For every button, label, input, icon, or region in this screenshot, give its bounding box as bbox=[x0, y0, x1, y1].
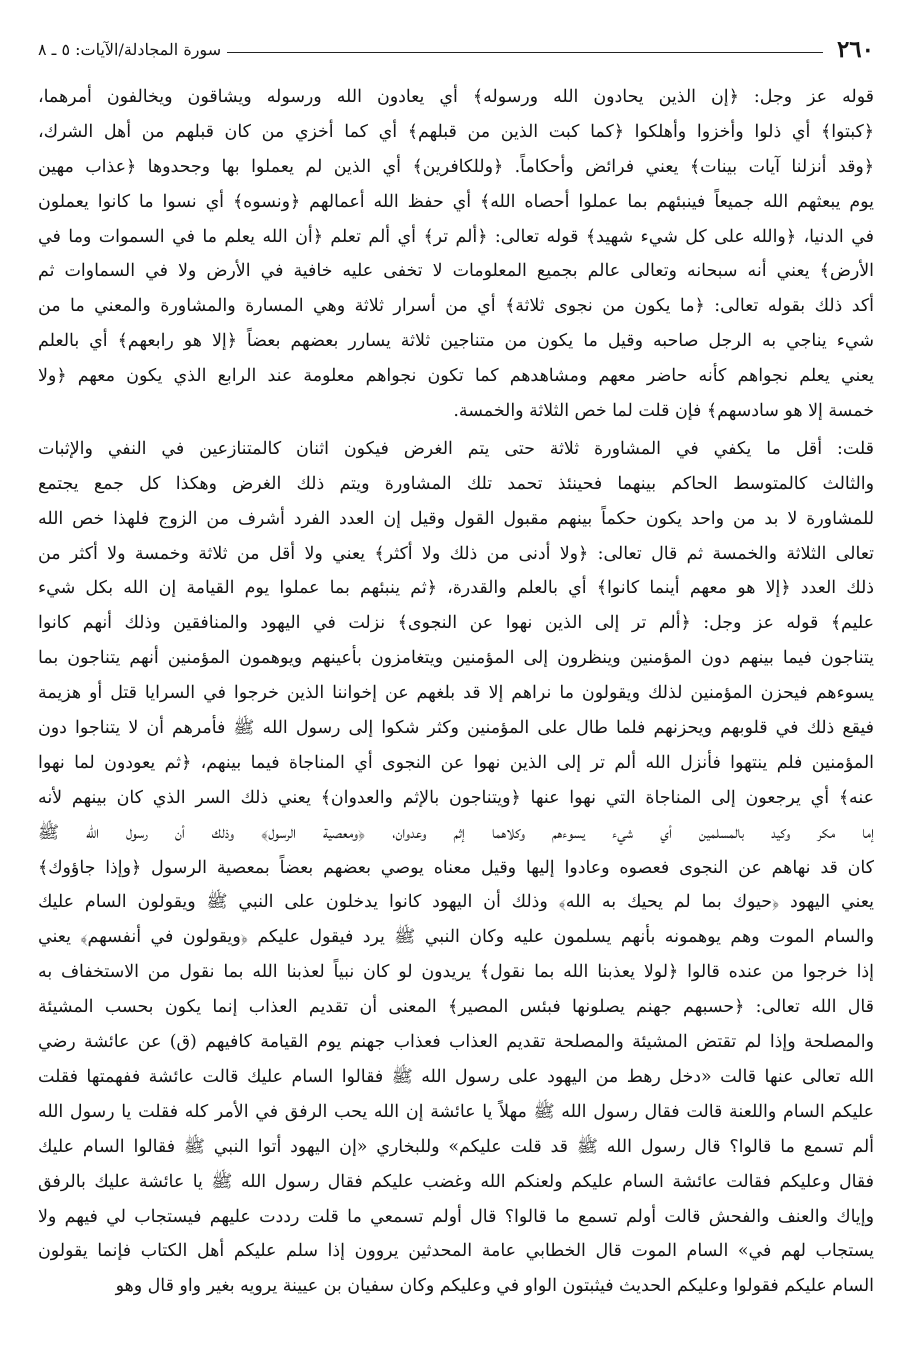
page-body bbox=[38, 80, 874, 1304]
paragraph bbox=[38, 432, 874, 1304]
text-line: المؤمنين فلم ينتهوا فأنزل الله ألم تر إلى الذين نهوا عن النجوى أي المناجاة فيما بينهم، ﴿ثم يعودون لما نهوا bbox=[38, 752, 874, 773]
text-line: قال الله تعالى: ﴿حسبهم جهنم يصلونها فبئس المصير﴾ المعنى أن تقديم العذاب إنما يكون بحسب المشيئة bbox=[38, 997, 874, 1018]
text-line: قوله عز وجل: ﴿إن الذين يحادون الله ورسوله﴾ أي يعادون الله ورسوله ويشاقون ويخالفون أمرهما، bbox=[38, 87, 874, 107]
text-line: تعالى الثلاثة والخمسة ثم قال تعالى: ﴿ولا أدنى من ذلك ولا أكثر﴾ يعني ولا أقل من ثلاثة وخمسة ولا أكثر من bbox=[38, 543, 874, 564]
text-line: في الدنيا، ﴿والله على كل شيء شهيد﴾ قوله تعالى: ﴿ألم تر﴾ أي ألم تعلم ﴿أن الله يعلم ما في السموات وما في bbox=[38, 226, 874, 247]
text-line: فقال وعليكم فقالت عائشة السام عليكم ولعنكم الله وغضب عليكم فقال رسول الله ﷺ يا عائشة عليك بالرفق bbox=[38, 1171, 874, 1192]
text-line: الله تعالى عنها قالت «دخل رهط من اليهود على رسول الله ﷺ فقالوا السام عليك قالت عائشة ففهمتها فقلت bbox=[38, 1066, 874, 1087]
text-line: يسوءهم فيحزن المؤمنين لذلك ويقولون ما نراهم إلا قد بلغهم عن إخواننا الذين خرجوا في السرايا قتل أو هزيمة bbox=[38, 683, 874, 704]
page-header bbox=[38, 32, 874, 66]
text-line: والسام الموت وهم يوهمونه بأنهم يسلمون عليه وكان النبي ﷺ يرد فيقول عليكم ﴿ويقولون في أنفسهم﴾ يعني bbox=[38, 927, 874, 948]
text-line: يعني اليهود ﴿حيوك بما لم يحيك به الله﴾ وذلك أن اليهود كانوا يدخلون على النبي ﷺ ويقولون السام عليك bbox=[38, 892, 874, 913]
text-line: أكد ذلك بقوله تعالى: ﴿ما يكون من نجوى ثلاثة﴾ أي من أسرار ثلاثة وهي المسارة والمشاورة والمعني ما من bbox=[38, 296, 874, 317]
text-line: يستجاب لهم في» السام الموت قال الخطابي عامة المحدثين يروون إذا سلم عليكم أهل الكتاب فإنما يقولون bbox=[38, 1241, 874, 1262]
text-line: عليم﴾ قوله عز وجل: ﴿ألم تر إلى الذين نهوا عن النجوى﴾ نزلت في اليهود والمنافقين وذلك أنهم كانوا bbox=[38, 613, 874, 634]
text-line: عليكم السام واللعنة قالت فقال رسول الله ﷺ مهلاً يا عائشة إن الله يحب الرفق في الأمر كله فقلت يا رسول الله bbox=[38, 1101, 874, 1122]
text-line: قلت: أقل ما يكفي في المشاورة ثلاثة حتى يتم الغرض فيكون اثنان كالمتنازعين في النفي والإثبات bbox=[38, 438, 874, 459]
paragraph bbox=[38, 80, 874, 429]
text-line: السام عليكم فقولوا وعليكم الحديث فيثبتون الواو في وعليكم وكان سفيان بن عيينة يرويه بغير واو قال وهو bbox=[115, 1276, 874, 1297]
text-line: الأرض﴾ يعني أنه سبحانه وتعالى عالم بجميع المعلومات لا تخفى عليه خافية في الأرض ولا في السماوات ثم bbox=[38, 261, 874, 282]
text-line: يعني يعلم نجواهم كأنه حاضر معهم ومشاهدهم كما تكون نجواهم معلومة عند الرابع الذي يكون معهم ﴿ولا bbox=[38, 366, 874, 387]
text-line: كان قد نهاهم عن النجوى فعصوه وعادوا إليها وقيل معناه يوصي بعضهم بعضاً بمعصية الرسول ﴿وإذا جاؤوك﴾ bbox=[38, 857, 874, 878]
text-line: ذلك العدد ﴿إلا هو معهم أينما كانوا﴾ أي بالعلم والقدرة، ﴿ثم ينبئهم بما عملوا يوم القيامة إن الله بكل شيء bbox=[38, 578, 874, 599]
text-line: والمصلحة وإذا لم تقتض المشيئة والمصلحة تقديم العذاب فعذاب جهنم يوم القيامة كافيهم (ق) عن عائشة رضي bbox=[38, 1032, 874, 1053]
text-line: وإياك والعنف والفحش قالت أولم تسمع ما قالوا؟ قال أولم تسمعي ما قلت رددت عليهم فيستجاب لي فيهم ولا bbox=[38, 1206, 874, 1227]
text-line: إما مكر وكيد بالمسلمين أي شيء يسوءهم وكلاهما إثم وعدوان، ﴿ومعصية الرسول﴾ وذلك أن رسول الله ﷺ bbox=[38, 822, 874, 843]
text-line: ﴿وقد أنزلنا آيات بينات﴾ يعني فرائض وأحكاماً. ﴿وللكافرين﴾ أي الذين لم يعملوا بها وجحدوها ﴿عذاب مهين bbox=[38, 156, 874, 177]
text-line: فيقع ذلك في قلوبهم ويحزنهم فلما طال على المؤمنين وكثر شكوا إلى رسول الله ﷺ فأمرهم أن لا يتناجوا دون bbox=[38, 718, 874, 739]
page-number: ٢٦٠ bbox=[836, 35, 874, 63]
running-title: سورة المجادلة/الآيات: ٥ ـ ٨ bbox=[38, 39, 222, 59]
text-line: خمسة إلا هو سادسهم﴾ فإن قلت لما خص الثلاثة والخمسة. bbox=[453, 401, 874, 422]
text-line: يوم يبعثهم الله جميعاً فينبئهم بما عملوا أحصاه الله﴾ أي حفظ الله أعمالهم ﴿ونسوه﴾ أي نسوا ما كانوا يعملون bbox=[38, 191, 874, 212]
text-line: للمشاورة لا بد من واحد يكون حكماً بينهم مقبول القول وقيل إن العدد الفرد أشرف من الزوج فلهذا خص الله bbox=[38, 508, 874, 529]
text-line: ألم تسمع ما قالوا؟ قال رسول الله ﷺ قد قلت عليكم» وللبخاري «إن اليهود أتوا النبي ﷺ فقالوا السام عليك bbox=[38, 1136, 874, 1157]
text-line: يتناجون فيما بينهم دون المؤمنين وينظرون إلى المؤمنين ويتغامزون بأعينهم ويوهمون المؤمنين أنهم يتناجون بما bbox=[38, 648, 874, 669]
text-line: شيء يناجي به الرجل صاحبه وقيل ما يكون من متناجين ثلاثة يسارر بعضهم بعضاً ﴿إلا هو رابعهم﴾ أي بالعلم bbox=[38, 331, 874, 352]
text-line: عنه﴾ أي يرجعون إلى المناجاة التي نهوا عنها ﴿ويتناجون بالإثم والعدوان﴾ يعني ذلك السر الذي كان بينهم لأنه bbox=[38, 787, 874, 808]
text-line: ﴿كبتوا﴾ أي ذلوا وأخزوا وأهلكوا ﴿كما كبت الذين من قبلهم﴾ أي كما أخزي من كان قبلهم من أهل الشرك، bbox=[38, 121, 874, 142]
text-line: والثالث كالمتوسط الحاكم بينهما فحينئذ تحمد تلك المشاورة ويتم ذلك الغرض وهكذا كل جمع يجتمع bbox=[38, 473, 874, 494]
header-rule bbox=[227, 52, 823, 53]
text-line: إذا خرجوا من عنده قالوا ﴿لولا يعذبنا الله بما نقول﴾ يريدون لو كان نبياً لعذبنا الله بما نقول من الاستخفاف به bbox=[38, 962, 874, 983]
